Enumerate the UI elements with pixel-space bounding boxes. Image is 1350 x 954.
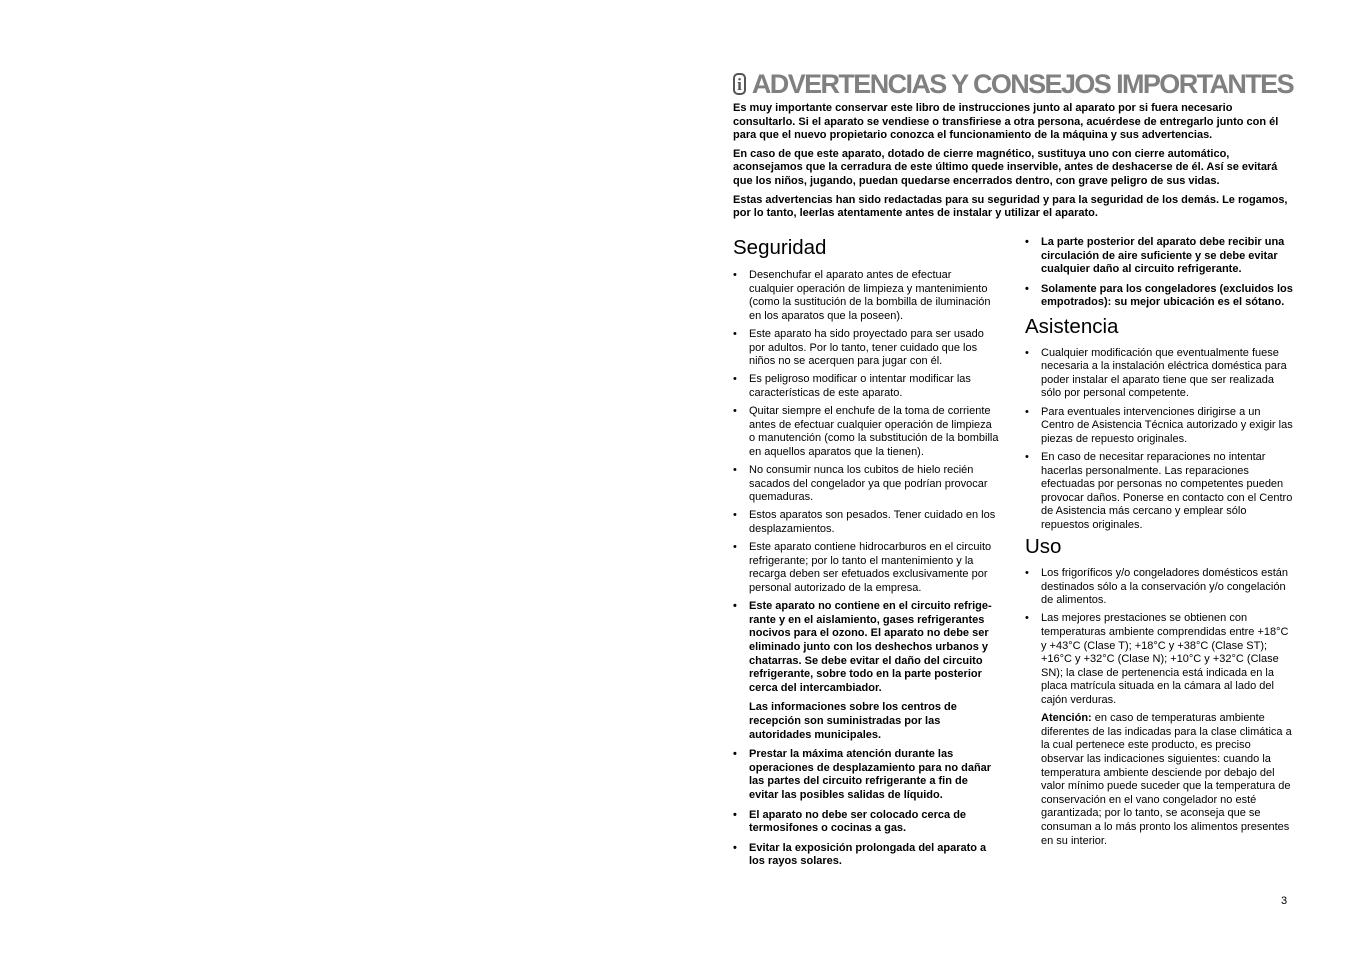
list-item: • Este aparato ha sido proyectado para ser usado por adultos. Por lo tanto, tener cuidado que los niños no se acerquen para jugar con él. bbox=[733, 327, 984, 368]
document-page bbox=[733, 68, 1293, 918]
list-item: • Este aparato no contiene en el circuito refrige-rante y en el aislamiento, gases refrigerantes nocivos para el ozono. El aparato no debe ser eliminado junto con los deshechos urbanos y chatarras. Se debe evitar el daño del circuito refrigerante, sobre todo en la parte posterior cerca del intercambiador. bbox=[733, 600, 992, 694]
seguridad-list bbox=[733, 269, 999, 695]
page-title: ADVERTENCIAS Y CONSEJOS IMPORTANTES bbox=[751, 68, 1293, 99]
uso-heading: Uso bbox=[1025, 535, 1062, 559]
intro-paragraph-3: Estas advertencias han sido redactadas para su seguridad y para la seguridad de los demás. Le rogamos, por lo tanto, leerlas atentamente antes de instalar y utilizar el aparato. bbox=[733, 193, 1288, 220]
page-number: 3 bbox=[1281, 895, 1288, 907]
attention-text: en caso de temperaturas ambiente diferentes de las indicadas para la clase climática a la cual pertenece este producto, es preciso observar las indicaciones siguientes: cuando la temperatura ambiente desciende por debajo del valor mínimo puede suceder que la temperatura de conservación en el vano congelador no esté garantizada; por lo tanto, se aconseja que se consuman a lo más pronto los alimentos presentes en su interior. bbox=[1041, 712, 1292, 847]
list-item: • Desenchufar el aparato antes de efectuar cualquier operación de limpieza y mantenimiento (como la sustitución de la bombilla de iluminación en los aparatos que la poseen). bbox=[733, 269, 991, 322]
bullet-icon: • bbox=[733, 600, 737, 613]
list-item: • Las mejores prestaciones se obtienen con temperaturas ambiente comprendidas entre +18°C y +43°C (Clase T); +18°C y +38°C (Clase ST); +16°C y +32°C (Clase N); +10°C y +32°C (Clase SN); la clase de pertenencia está indicada en la placa matrícula situada en la cámara al lado del cajón verduras. bbox=[1025, 612, 1289, 706]
bullet-icon: • bbox=[1025, 612, 1029, 625]
bullet-icon: • bbox=[1025, 346, 1029, 359]
recycling-note: Las informaciones sobre los centros de recepción son suministradas por las autoridades municipales. bbox=[749, 701, 957, 741]
seguridad-list-right bbox=[1025, 236, 1293, 310]
bullet-icon: • bbox=[1025, 405, 1029, 418]
asistencia-list bbox=[1025, 347, 1293, 533]
info-icon: i bbox=[733, 73, 746, 95]
bullet-icon: • bbox=[733, 327, 737, 340]
list-item: • Para eventuales intervenciones dirigirse a un Centro de Asistencia Técnica autorizado y exigir las piezas de repuesto originales. bbox=[1025, 405, 1293, 445]
list-item: • Prestar la máxima atención durante las operaciones de desplazamiento para no dañar las partes del circuito refrigerante a fin de evitar las posibles salidas de líquido. bbox=[733, 748, 992, 801]
seguridad-heading: Seguridad bbox=[733, 236, 827, 259]
list-item: • Este aparato contiene hidrocarburos en el circuito refrigerante; por lo tanto el mantenimiento y la recarga deben ser efetuados exclusivamente por personal autorizado de la empresa. bbox=[733, 541, 992, 595]
bullet-icon: • bbox=[733, 841, 737, 854]
bullet-icon: • bbox=[733, 269, 737, 281]
list-item: • Quitar siempre el enchufe de la toma de corriente antes de efectuar cualquier operación de limpieza o manutención (como la substitución de la bombilla en aquellos aparatos que la tienen). bbox=[733, 405, 999, 458]
uso-list bbox=[1025, 567, 1293, 708]
bullet-icon: • bbox=[1025, 567, 1029, 580]
bullet-icon: • bbox=[733, 373, 737, 386]
intro-paragraph-1: Es muy importante conservar este libro de instrucciones junto al aparato por si fuera necesario consultarlo. Si el aparato se vendiese o transfiriese a otra persona, acuérdese de entregarlo junto con él para que el nuevo propietario conozca el funcionamiento de la máquina y sus advertencias. bbox=[733, 102, 1279, 142]
list-item: • El aparato no debe ser colocado cerca de termosifones o cocinas a gas. bbox=[733, 808, 967, 835]
list-item: • Estos aparatos son pesados. Tener cuidado en los desplazamientos. bbox=[733, 509, 996, 536]
list-item: • Cualquier modificación que eventualmente fuese necesaria a la instalación eléctrica doméstica para poder instalar el aparato tiene que ser realizada sólo por personal competente. bbox=[1025, 346, 1287, 400]
list-item: • La parte posterior del aparato debe recibir una circulación de aire suficiente y se debe evitar cualquier daño al circuito refrigerante. bbox=[1025, 236, 1285, 276]
bullet-icon: • bbox=[1025, 236, 1029, 248]
bullet-icon: • bbox=[1025, 282, 1029, 295]
list-item: • Evitar la exposición prolongada del aparato a los rayos solares. bbox=[733, 841, 987, 868]
title-row bbox=[733, 68, 1293, 100]
list-item: • No consumir nunca los cubitos de hielo recién sacados del congelador ya que podrían provocar quemaduras. bbox=[733, 464, 988, 504]
bullet-icon: • bbox=[1025, 450, 1029, 463]
bullet-icon: • bbox=[733, 541, 737, 554]
attention-label: Atención: bbox=[1041, 712, 1092, 725]
list-item: • Es peligroso modificar o intentar modificar las características de este aparato. bbox=[733, 373, 971, 399]
bullet-icon: • bbox=[733, 808, 737, 821]
intro-section bbox=[733, 102, 1293, 221]
left-column bbox=[733, 236, 999, 874]
bullet-icon: • bbox=[733, 405, 737, 418]
attention-note bbox=[1025, 712, 1293, 848]
bullet-icon: • bbox=[733, 464, 737, 477]
bullet-icon: • bbox=[733, 748, 737, 761]
list-item: • Solamente para los congeladores (excluidos los empotrados): su mejor ubicación es el sótano. bbox=[1025, 282, 1293, 309]
bullet-icon: • bbox=[733, 509, 737, 522]
seguridad-list-continued bbox=[733, 748, 999, 869]
list-item: • Los frigoríficos y/o congeladores domésticos están destinados sólo a la conservación y/o congelación de alimentos. bbox=[1025, 567, 1289, 607]
asistencia-heading: Asistencia bbox=[1025, 314, 1119, 338]
list-item: • En caso de necesitar reparaciones no intentar hacerlas personalmente. Las reparaciones efectuadas por personas no competentes pueden provocar daños. Ponerse en contacto con el Centro de Asistencia más cercano y emplear sólo repuestos originales. bbox=[1025, 450, 1293, 531]
right-column bbox=[1025, 236, 1293, 853]
intro-paragraph-2: En caso de que este aparato, dotado de cierre magnético, sustituya uno con cierre automático, aconsejamos que la cerradura de este último quede inservible, antes de deshacerse de él. Así se evitará que los niños, jugando, puedan quedarse encerrados dentro, con grave peligro de sus vidas. bbox=[733, 147, 1278, 187]
